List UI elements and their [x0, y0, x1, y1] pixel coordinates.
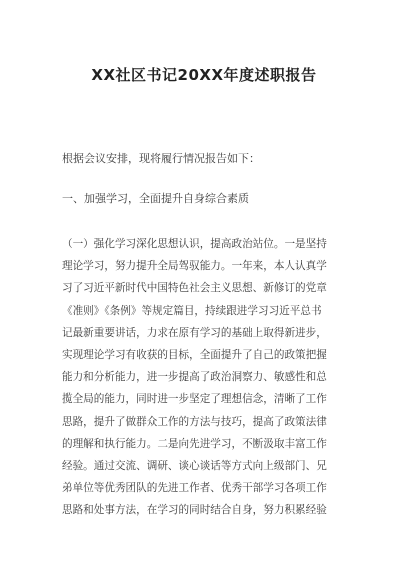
body-line: 《准则》《条例》等规定篇目，持续跟进学习习近平总书 — [62, 304, 322, 317]
body-line: 思路和处事方法，在学习的同时结合自身，努力积累经验 — [62, 504, 327, 517]
body-line: 实现理论学习有收获的目标，全面提升了自己的政策把握 — [62, 348, 327, 361]
body-line: 记最新重要讲话，力求在原有学习的基础上取得新进步， — [62, 326, 327, 339]
body-line: 弟单位等优秀团队的先进工作者、优秀干部学习各项工作 — [62, 482, 327, 495]
section-heading: 一、加强学习，全面提升自身综合素质 — [62, 192, 249, 205]
body-line: （一）强化学习深化思想认识，提高政治站位。一是坚持 — [62, 238, 327, 250]
body-line: 习了习近平新时代中国特色社会主义思想、新修订的党章 — [62, 282, 327, 295]
body-line: 理论学习，努力提升全局驾驭能力。一年来，本人认真学 — [62, 260, 327, 273]
body-paragraph — [62, 233, 362, 521]
body-line: 思路，提升了做群众工作的方法与技巧，提高了政策法律 — [62, 415, 327, 428]
body-line: 的理解和执行能力。二是向先进学习，不断汲取丰富工作 — [62, 437, 327, 450]
document-title: XX社区书记20XX年度述职报告 — [91, 66, 317, 84]
body-line: 揽全局的能力，同时进一步坚定了理想信念，清晰了工作 — [62, 393, 327, 406]
body-line: 能力和分析能力，进一步提高了政治洞察力、敏感性和总 — [62, 371, 327, 384]
body-line: 经验。通过交流、调研、谈心谈话等方式向上级部门、兄 — [62, 459, 327, 472]
intro-paragraph: 根据会议安排，现将履行情况报告如下： — [62, 152, 260, 165]
